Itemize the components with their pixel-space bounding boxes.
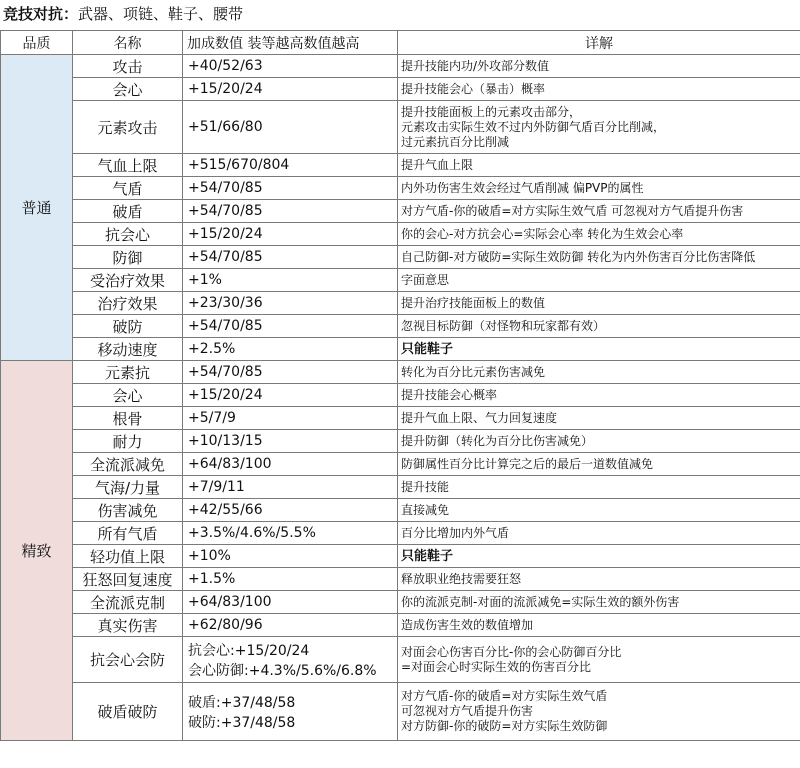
header-name: 名称 [73,31,183,55]
attribute-detail [398,200,800,223]
attribute-detail [398,453,800,476]
detail-line: 转化为百分比元素伤害减免 [401,364,546,379]
detail-line: 提升治疗技能面板上的数值 [401,295,546,310]
attribute-detail [398,101,800,154]
value-line: +5/7/9 [188,410,236,426]
detail-line: 提升技能会心（暴击）概率 [401,81,546,96]
detail-line: 提升气血上限 [401,157,474,172]
table-row [1,407,800,430]
attribute-detail [398,568,800,591]
detail-line: 对方气盾-你的破盾=对方实际生效气盾 可忽视对方气盾提升伤害 [401,203,744,218]
attribute-name: 破盾破防 [73,683,183,741]
value-line: +54/70/85 [188,180,263,196]
table-row [1,246,800,269]
detail-line: 自己防御-对方破防=实际生效防御 转化为内外伤害百分比伤害降低 [401,249,756,264]
attribute-name: 防御 [73,246,183,269]
attribute-detail [398,384,800,407]
table-row [1,78,800,101]
table-row [1,430,800,453]
value-line: +62/80/96 [188,617,263,633]
value-line: 会心防御:+4.3%/5.6%/6.8% [188,662,377,679]
attribute-name: 抗会心 [73,223,183,246]
table-row [1,315,800,338]
value-line: +54/70/85 [188,318,263,334]
attribute-detail [398,338,800,361]
attribute-value [183,315,398,338]
value-line: +42/55/66 [188,502,263,518]
attribute-value [183,407,398,430]
attribute-name: 元素攻击 [73,101,183,154]
value-line: +54/70/85 [188,364,263,380]
value-line: +10% [188,548,231,564]
attribute-value [183,522,398,545]
attribute-value [183,545,398,568]
attribute-value [183,568,398,591]
detail-line: 提升技能内功/外攻部分数值 [401,58,550,73]
table-row [1,637,800,683]
table-row [1,55,800,78]
attribute-detail [398,55,800,78]
attribute-name: 破盾 [73,200,183,223]
attribute-value [183,223,398,246]
attribute-name: 破防 [73,315,183,338]
detail-line: 元素攻击实际生效不过内外防御气盾百分比削减， [401,119,666,134]
attribute-value [183,683,398,741]
attribute-detail [398,591,800,614]
attribute-detail [398,545,800,568]
value-line: +10/13/15 [188,433,263,449]
table-row [1,683,800,741]
attribute-value [183,361,398,384]
attribute-name: 抗会心会防 [73,637,183,683]
attribute-detail [398,430,800,453]
value-line: +1% [188,272,222,288]
table-row [1,591,800,614]
table-row [1,568,800,591]
detail-line: 释放职业绝技需要狂怒 [401,571,522,586]
header-detail: 详解 [398,31,800,55]
attribute-value [183,591,398,614]
value-line: +1.5% [188,571,236,587]
attribute-value [183,55,398,78]
attribute-detail [398,361,800,384]
attribute-detail [398,522,800,545]
attribute-value [183,430,398,453]
value-line: +3.5%/4.6%/5.5% [188,525,316,541]
table-row [1,522,800,545]
value-line: +7/9/11 [188,479,245,495]
value-line: +40/52/63 [188,58,263,74]
quality-cell: 精致 [1,361,73,741]
detail-line: 过元素抗百分比削减 [401,134,510,149]
table-row [1,614,800,637]
attribute-detail [398,154,800,177]
attribute-name: 攻击 [73,55,183,78]
detail-line: 忽视目标防御（对怪物和玩家都有效） [401,318,606,333]
header-value: 加成数值 装等越高数值越高 [183,31,398,55]
attribute-name: 所有气盾 [73,522,183,545]
attribute-detail [398,246,800,269]
detail-line: 提升气血上限、气力回复速度 [401,410,558,425]
table-row [1,361,800,384]
attribute-value [183,269,398,292]
attribute-name: 治疗效果 [73,292,183,315]
attribute-name: 耐力 [73,430,183,453]
table-row [1,177,800,200]
value-line: +15/20/24 [188,226,263,242]
attribute-value [183,476,398,499]
table-row [1,154,800,177]
attribute-name: 会心 [73,78,183,101]
attribute-value [183,637,398,683]
attribute-name: 根骨 [73,407,183,430]
detail-line: 提升技能会心概率 [401,387,498,402]
table-row [1,476,800,499]
value-line: +23/30/36 [188,295,263,311]
table-row [1,545,800,568]
attribute-table [0,30,800,741]
detail-line: 只能鞋子 [401,341,454,357]
attribute-value [183,177,398,200]
value-line: +15/20/24 [188,81,263,97]
table-row [1,453,800,476]
value-line: +64/83/100 [188,594,272,610]
value-line: +54/70/85 [188,249,263,265]
table-row [1,338,800,361]
attribute-detail [398,223,800,246]
quality-cell: 普通 [1,55,73,361]
value-line: +54/70/85 [188,203,263,219]
detail-line: 你的流派克制-对面的流派减免=实际生效的额外伤害 [401,594,680,609]
attribute-value [183,499,398,522]
value-line: +515/670/804 [188,157,290,173]
attribute-value [183,78,398,101]
attribute-name: 全流派减免 [73,453,183,476]
attribute-detail [398,177,800,200]
attribute-name: 真实伤害 [73,614,183,637]
attribute-value [183,200,398,223]
attribute-name: 元素抗 [73,361,183,384]
attribute-detail [398,614,800,637]
table-row [1,292,800,315]
header-row [1,31,800,55]
detail-line: 提升技能 [401,479,450,494]
table-row [1,200,800,223]
detail-line: 可忽视对方气盾提升伤害 [401,704,534,718]
table-row [1,384,800,407]
value-line: +51/66/80 [188,119,263,135]
attribute-name: 受治疗效果 [73,269,183,292]
attribute-value [183,154,398,177]
detail-line: 对面会心伤害百分比-你的会心防御百分比 [401,644,622,659]
attribute-detail [398,78,800,101]
attribute-value [183,338,398,361]
attribute-name: 气盾 [73,177,183,200]
attribute-value [183,101,398,154]
attribute-detail [398,476,800,499]
attribute-value [183,614,398,637]
attribute-name: 全流派克制 [73,591,183,614]
attribute-name: 气血上限 [73,154,183,177]
attribute-detail [398,315,800,338]
attribute-detail [398,269,800,292]
header-quality: 品质 [1,31,73,55]
detail-line: 提升技能面板上的元素攻击部分， [401,104,582,119]
attribute-detail [398,499,800,522]
value-line: +64/83/100 [188,456,272,472]
attribute-name: 气海/力量 [73,476,183,499]
value-line: 破防:+37/48/58 [188,714,296,731]
detail-line: 字面意思 [401,272,450,287]
title-prefix: 竞技对抗： [3,5,79,23]
table-row [1,223,800,246]
value-line: +15/20/24 [188,387,263,403]
table-body [1,55,800,741]
value-line: 抗会心:+15/20/24 [188,642,310,659]
detail-line: 造成伤害生效的数值增加 [401,617,534,632]
value-line: +2.5% [188,341,236,357]
attribute-value [183,384,398,407]
title-text: 武器、项链、鞋子、腰带 [78,5,244,23]
table-row [1,269,800,292]
attribute-value [183,246,398,269]
detail-line: 防御属性百分比计算完之后的最后一道数值减免 [401,456,654,471]
detail-line: 直接减免 [401,502,450,517]
attribute-value [183,453,398,476]
detail-line: 百分比增加内外气盾 [401,525,510,540]
detail-line: 对方气盾-你的破盾=对方实际生效气盾 [401,689,608,703]
detail-line: 只能鞋子 [401,548,454,564]
attribute-name: 伤害减免 [73,499,183,522]
attribute-detail [398,637,800,683]
table-row [1,499,800,522]
detail-line: 你的会心-对方抗会心=实际会心率 转化为生效会心率 [401,226,684,241]
attribute-name: 移动速度 [73,338,183,361]
attribute-value [183,292,398,315]
attribute-name: 会心 [73,384,183,407]
detail-line: 提升防御（转化为百分比伤害减免） [401,433,594,448]
attribute-name: 轻功值上限 [73,545,183,568]
attribute-detail [398,407,800,430]
detail-line: =对面会心时实际生效的伤害百分比 [401,659,592,674]
page-title [0,0,800,28]
table-row [1,101,800,154]
attribute-detail [398,292,800,315]
detail-line: 内外功伤害生效会经过气盾削减 偏PVP的属性 [401,180,644,195]
attribute-name: 狂怒回复速度 [73,568,183,591]
detail-line: 对方防御-你的破防=对方实际生效防御 [401,719,608,733]
value-line: 破盾:+37/48/58 [188,694,296,711]
attribute-detail [398,683,800,741]
